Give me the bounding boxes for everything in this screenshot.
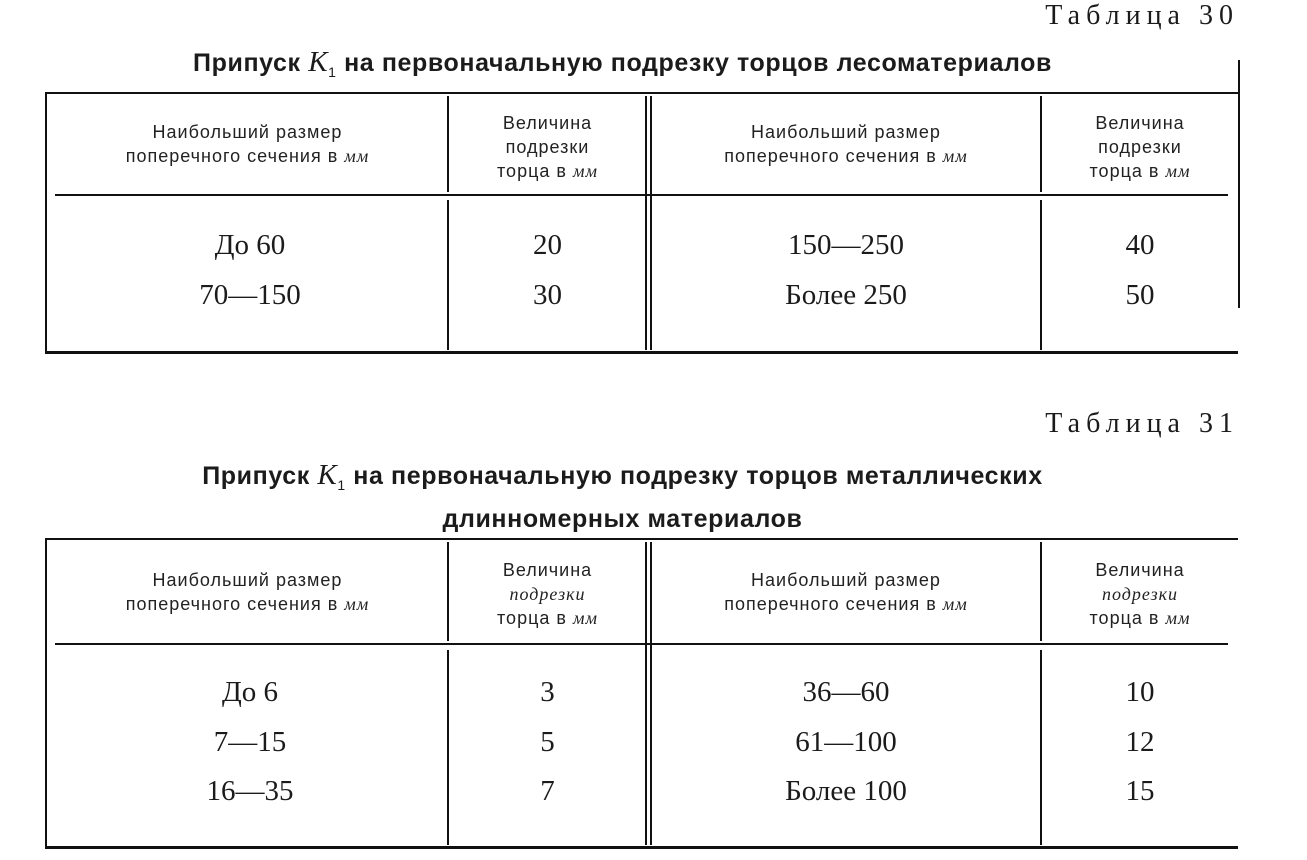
- table-31-cell: 12: [1125, 726, 1155, 758]
- table-30-right-border: [1238, 60, 1240, 308]
- table-30-cell: 20: [533, 229, 562, 261]
- table-31-header-rule: [55, 643, 1228, 645]
- table-31-cell: 7—15: [213, 726, 287, 758]
- table-31-title: [40, 458, 1205, 536]
- table-31-header-value-left: Величина подрезки торца в мм: [497, 560, 598, 628]
- table-31-cell: 3: [540, 676, 555, 708]
- table-30-cell: 50: [1125, 279, 1155, 311]
- table-30-bottom-rule: [45, 351, 1238, 354]
- table-31-cell: Более 100: [785, 775, 907, 807]
- table-30-cell: До 60: [214, 229, 286, 261]
- table-31-title-symbol: K: [317, 459, 338, 491]
- table-31-title-line2: длинномерных материалов: [442, 505, 803, 533]
- table-31-cell: 16—35: [206, 775, 294, 807]
- table-30-double-divider-a: [645, 96, 647, 350]
- table-30-cell: 40: [1125, 229, 1155, 261]
- table-30-cell: 150—250: [788, 229, 904, 261]
- table-30-top-rule: [45, 92, 1238, 94]
- table-31-title-rest: на первоначальную подрезку торцов металлических: [353, 462, 1043, 490]
- table-30-header-rule: [55, 194, 1228, 196]
- table-31-cell: 5: [540, 726, 555, 758]
- table-31-header-value-right: Величина подрезки торца в мм: [1089, 560, 1191, 628]
- table-30-title-subscript: 1: [328, 64, 337, 80]
- table-30-header-value-left: Величина подрезки торца в мм: [497, 113, 598, 181]
- table-31-cell: 7: [540, 775, 555, 807]
- table-31-left-border: [45, 538, 47, 848]
- table-31-cell: 36—60: [802, 676, 890, 708]
- table-30-title-word: Припуск: [193, 49, 301, 77]
- table-31-top-rule: [45, 538, 1238, 540]
- table-31-header-size-left: Наибольший размер поперечного сечения в мм: [125, 570, 370, 614]
- table-30-header-size-right: Наибольший размер поперечного сечения в мм: [724, 122, 968, 166]
- table-30-title: [40, 45, 1205, 89]
- table-31-bottom-rule: [45, 846, 1238, 849]
- table-31-title-word: Припуск: [202, 462, 310, 490]
- table-30-cell: 70—150: [199, 279, 301, 311]
- table-30-cell: Более 250: [785, 279, 907, 311]
- table-31-double-divider-a: [645, 542, 647, 845]
- table-31-title-subscript: 1: [337, 477, 346, 493]
- table-31-col-divider-1: [447, 542, 449, 641]
- table-30-title-symbol: K: [308, 46, 329, 78]
- table-30-col-divider-1: [447, 96, 449, 192]
- table-30-cell: 30: [533, 279, 562, 311]
- table-30-left-border: [45, 92, 47, 352]
- table-30-header-value-right: Величина подрезки торца в мм: [1089, 113, 1191, 181]
- table-30-title-rest: на первоначальную подрезку торцов лесоматериалов: [344, 49, 1052, 77]
- table-30-label: Таблица 30: [1045, 0, 1239, 31]
- table-30-col-divider-1b: [447, 200, 449, 350]
- table-31-cell: 61—100: [795, 726, 897, 758]
- table-31-cell: 15: [1125, 775, 1155, 807]
- table-31-label: Таблица 31: [1045, 408, 1239, 439]
- table-31-cell: 10: [1125, 676, 1155, 708]
- table-30-col-divider-3b: [1040, 200, 1042, 350]
- table-31-header-size-right: Наибольший размер поперечного сечения в мм: [724, 570, 968, 614]
- table-30-header-size-left: Наибольший размер поперечного сечения в мм: [125, 122, 370, 166]
- table-31-cell: До 6: [221, 676, 279, 708]
